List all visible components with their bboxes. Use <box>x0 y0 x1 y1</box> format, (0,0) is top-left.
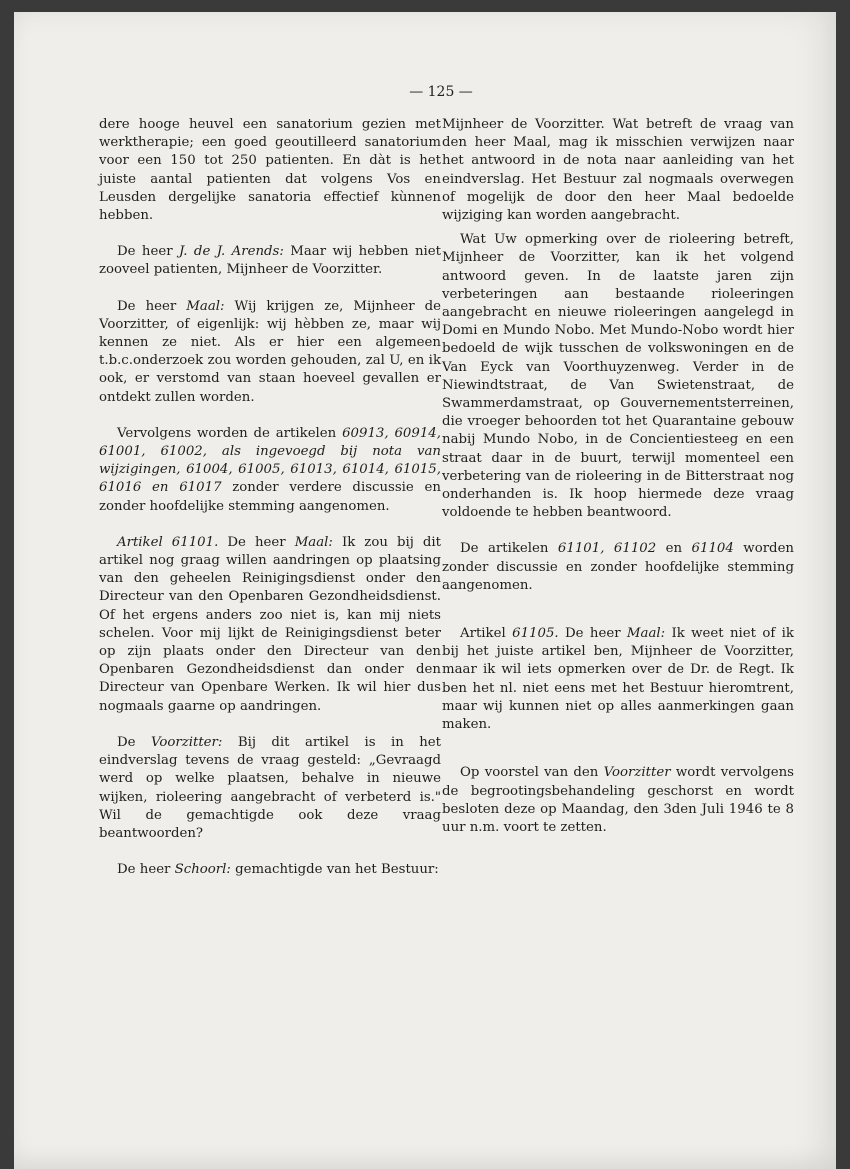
article-numbers: 61101, 61102 <box>557 541 657 557</box>
paragraph-artikelen-aangenomen: Vervolgens worden de artikelen 60913, 60914, 61001, 61002, als ingevoegd bij nota van wijzigingen, 61004, 61005, 61013, 61014, 61015, 61016 en 61017 zonder verdere discussie en zonder hoofdelijke stemming aangenomen. <box>99 425 441 514</box>
speaker-name: Maal: <box>294 534 333 550</box>
paragraph-schorsing: Op voorstel van den Voorzitter wordt vervolgens de begrootingsbehandeling geschorst en wordt besloten deze op Maandag, den 3den Juli 1946 te 8 uur n.m. voort te zetten. <box>442 765 795 835</box>
left-column <box>99 116 441 879</box>
paragraph-sanatorium: dere hooge heuvel een sanatorium gezien met werktherapie; een goed geoutilleerd sanatorium voor een 150 tot 250 patienten. En dàt is het juiste aantal patienten dat volgens Vos en Leusden dergelijke sanatoria effectief kùnnen hebben. <box>99 117 441 224</box>
paragraph-artikel-61101: Artikel 61101. De heer Maal: Ik zou bij dit artikel nog graag willen aandringen op plaatsing van den geheelen Reinigingsdienst onder den Directeur van den Openbaren Gezondheidsdienst. Of het ergens anders zoo niet is, kan mij niets schelen. Voor mij lijkt de Reinigingsdienst beter op zijn plaats onder den Directeur van den Openbaren Gezondheidsdienst dan onder den Directeur van Openbare Werken. Ik wil hier dus nogmaals gaarne op aandringen. <box>99 534 441 714</box>
paragraph-schoorl-answer: Mijnheer de Voorzitter. Wat betreft de vraag van den heer Maal, mag ik misschien verwijzen naar het antwoord in de nota naar aanleiding van het eindverslag. Het Bestuur zal nogmaals overwegen of mogelijk de door den heer Maal bedoelde wijziging kan worden aangebracht. <box>442 117 794 224</box>
paragraph-arends: De heer J. de J. Arends: Maar wij hebben niet zooveel patienten, Mijnheer de Voorzitter. <box>99 244 441 278</box>
article-numbers: 60913, 60914, 61001, 61002, als ingevoegd bij nota van wijzigingen, 61004, 61005, 61013, 61014, 61015, 61016 en 61017 <box>99 425 441 496</box>
article-heading: Artikel 61101. <box>117 534 219 550</box>
speaker-name: Maal: <box>626 626 666 642</box>
article-heading: 61105. <box>512 626 559 642</box>
paragraph-maal-1: De heer Maal: Wij krijgen ze, Mijnheer de Voorzitter, of eigenlijk: wij hèbben ze, maar wij kennen ze niet. Als er hier een algemeen t.b.c.onderzoek zou worden gehouden, zal U, en ik ook, er verstomd van staan hoeveel gevallen er ontdekt zullen worden. <box>99 298 441 405</box>
paragraph-schoorl: De heer Schoorl: gemachtigde van het Bestuur: <box>117 862 439 878</box>
speaker-name: Maal: <box>186 298 225 314</box>
right-column <box>442 116 794 837</box>
paragraph-rioleering: Wat Uw opmerking over de rioleering betreft, Mijnheer de Voorzitter, kan ik het volgend antwoord geven. In de laatste jaren zijn verbeteringen aan bestaande rioleeringen aangebracht en nieuwe rioleeringen aangelegd in Domi en Mundo Nobo. Met Mundo-Nobo wordt hier bedoeld de wijk tusschen de volkswoningen en de Van Eyck van Voorthuyzenweg. Verder in de Niewindtstraat, de Van Swietenstraat, de Swammerdamstraat, op Gouvernementsterreinen, die vroeger behoorden tot het Quarantaine gebouw nabij Mundo Nobo, in de Concientiesteeg en een straat daar in de buurt, terwijl momenteel een verbetering van de rioleering in de Bitterstraat nog onderhanden is. Ik hoop hiermede deze vraag voldoende te hebben beantwoord. <box>442 232 794 521</box>
document-page <box>14 12 836 1169</box>
speaker-name: J. de J. Arends: <box>179 244 284 260</box>
speaker-name: Voorzitter: <box>150 734 223 750</box>
paragraph-artikel-61105: Artikel 61105. De heer Maal: Ik weet niet of ik bij het juiste artikel ben, Mijnheer de Voorzitter, maar ik wil iets opmerken over de Dr. de Regt. Ik ben het nl. niet eens met het Bestuur hieromtrent, maar wij kunnen niet op alles aanmerkingen gaan maken. <box>442 626 794 733</box>
page-number: — 125 — <box>409 84 473 100</box>
article-numbers: 61104 <box>691 541 734 557</box>
speaker-name: Voorzitter <box>603 765 671 781</box>
paragraph-voorzitter: De Voorzitter: Bij dit artikel is in het eindverslag tevens de vraag gesteld: „Gevraagd werd op welke plaatsen, behalve in nieuwe wijken, rioleering aangebracht of verbeterd is." Wil de gemachtigde ook deze vraag beantwoorden? <box>99 734 441 841</box>
speaker-name: Schoorl: <box>174 862 231 878</box>
paragraph-artikelen-61101: De artikelen 61101, 61102 en 61104 worden zonder discussie en zonder hoofdelijke stemming aangenomen. <box>442 541 794 593</box>
